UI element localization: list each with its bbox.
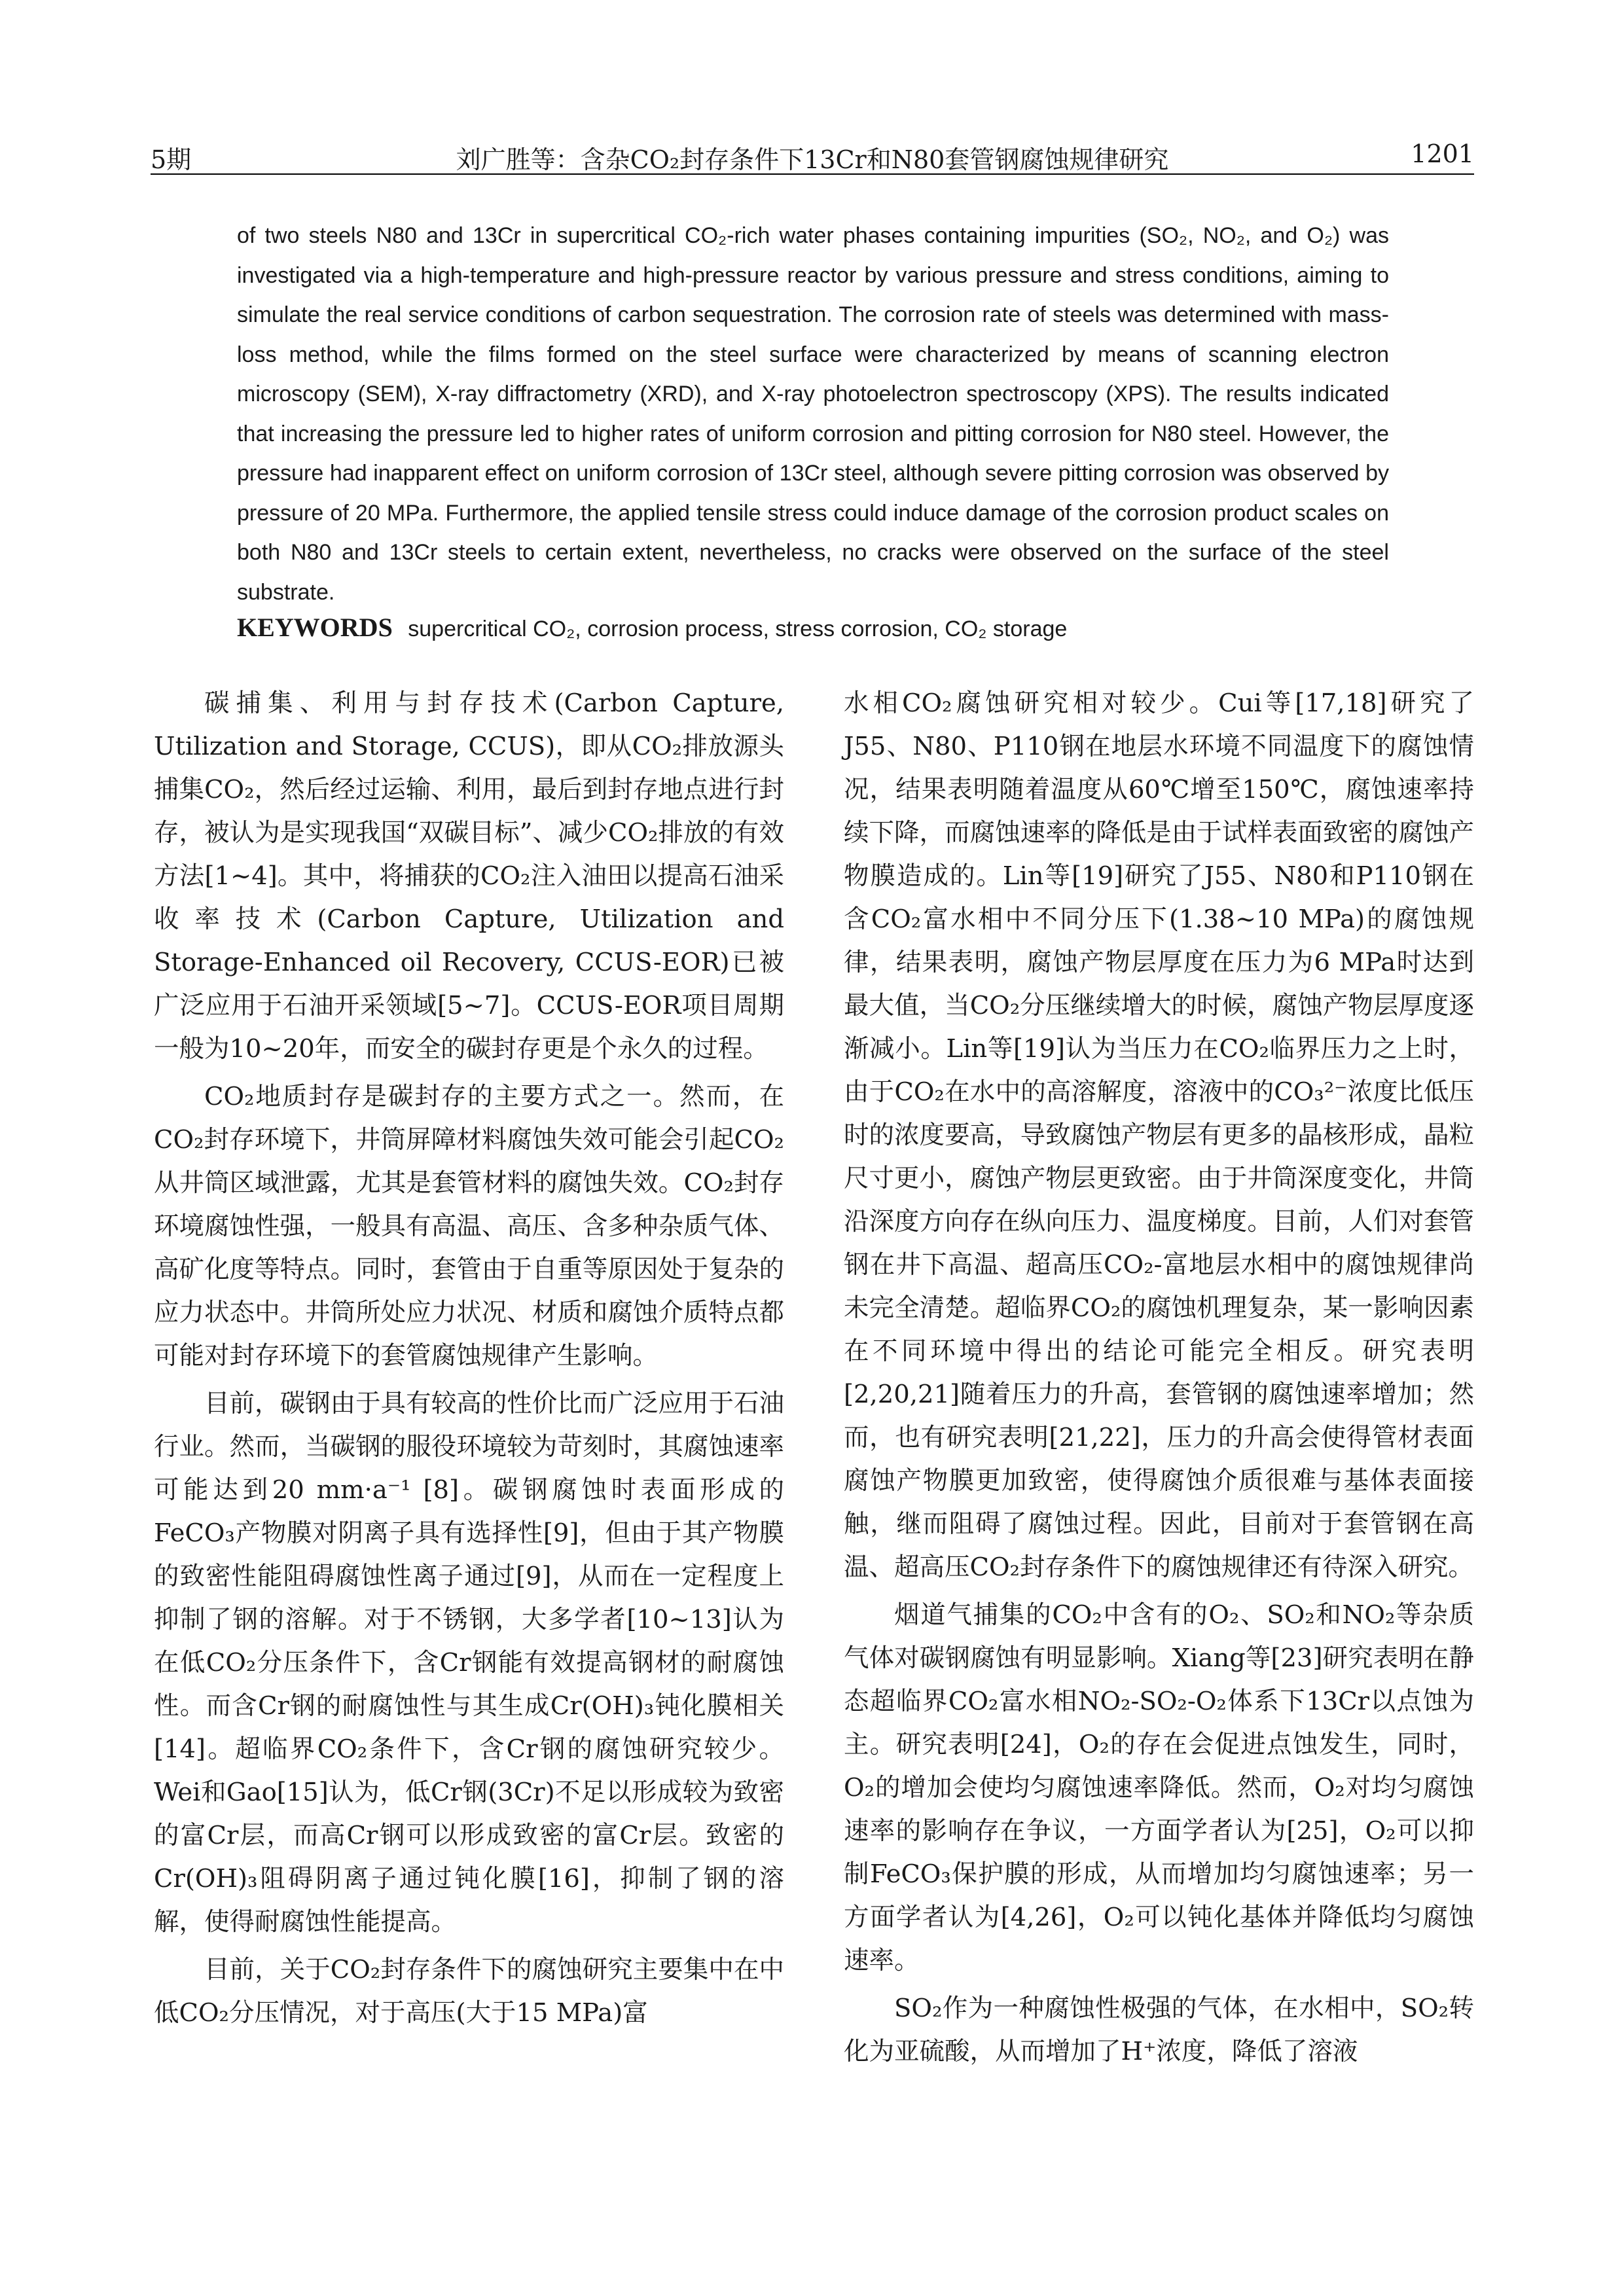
- body-column-right: [844, 682, 1474, 2078]
- paragraph: 水相CO₂腐蚀研究相对较少。Cui等[17,18]研究了J55、N80、P110钢在地层水环境不同温度下的腐蚀情况，结果表明随着温度从60℃增至150℃，腐蚀速率持续下降，而腐蚀速率的降低是由于试样表面致密的腐蚀产物膜造成的。Lin等[19]研究了J55、N80和P110钢在含CO₂富水相中不同分压下(1.38~10 MPa)的腐蚀规律，结果表明，腐蚀产物层厚度在压力为6 MPa时达到最大值，当CO₂分压继续增大的时候，腐蚀产物层厚度逐渐减小。Lin等[19]认为当压力在CO₂临界压力之上时，由于CO₂在水中的高溶解度，溶液中的CO₃²⁻浓度比低压时的浓度要高，导致腐蚀产物层有更多的晶核形成，晶粒尺寸更小，腐蚀产物层更致密。由于井筒深度变化，井筒沿深度方向存在纵向压力、温度梯度。目前，人们对套管钢在井下高温、超高压CO₂-富地层水相中的腐蚀规律尚未完全清楚。超临界CO₂的腐蚀机理复杂，某一影响因素在不同环境中得出的结论可能完全相反。研究表明[2,20,21]随着压力的升高，套管钢的腐蚀速率增加；然而，也有研究表明[21,22]，压力的升高会使得管材表面腐蚀产物膜更加致密，使得腐蚀介质很难与基体表面接触，继而阻碍了腐蚀过程。因此，目前对于套管钢在高温、超高压CO₂封存条件下的腐蚀规律还有待深入研究。: [844, 689, 1474, 1582]
- page-number: 1201: [1411, 139, 1474, 168]
- paragraph: 目前，关于CO₂封存条件下的腐蚀研究主要集中在中低CO₂分压情况，对于高压(大于15 MPa)富: [154, 1955, 784, 2028]
- paragraph: CO₂地质封存是碳封存的主要方式之一。然而，在CO₂封存环境下，井筒屏障材料腐蚀失效可能会引起CO₂从井筒区域泄露，尤其是套管材料的腐蚀失效。CO₂封存环境腐蚀性强，一般具有高温、高压、含多种杂质气体、高矿化度等特点。同时，套管由于自重等原因处于复杂的应力状态中。井筒所处应力状况、材质和腐蚀介质特点都可能对封存环境下的套管腐蚀规律产生影响。: [154, 1082, 784, 1371]
- running-header: [151, 134, 1474, 175]
- paragraph: 碳捕集、利用与封存技术(Carbon Capture, Utilization and Storage, CCUS)，即从CO₂排放源头捕集CO₂，然后经过运输、利用，最后到封存地点进行封存，被认为是实现我国“双碳目标”、减少CO₂排放的有效方法[1~4]。其中，将捕获的CO₂注入油田以提高石油采收率技术(Carbon Capture, Utilization and Storage-Enhanced oil Recovery, CCUS-EOR)已被广泛应用于石油开采领域[5~7]。CCUS-EOR项目周期一般为10~20年，而安全的碳封存更是个永久的过程。: [154, 689, 784, 1064]
- running-title: 刘广胜等：含杂CO₂封存条件下13Cr和N80套管钢腐蚀规律研究: [456, 145, 1169, 174]
- paragraph: SO₂作为一种腐蚀性极强的气体，在水相中，SO₂转化为亚硫酸，从而增加了H⁺浓度，降低了溶液: [844, 1994, 1474, 2066]
- keywords-line: [237, 612, 1389, 643]
- keywords-label: KEYWORDS: [237, 613, 393, 642]
- issue-number: 5期: [151, 145, 192, 174]
- paragraph: 烟道气捕集的CO₂中含有的O₂、SO₂和NO₂等杂质气体对碳钢腐蚀有明显影响。Xiang等[23]研究表明在静态超临界CO₂富水相NO₂-SO₂-O₂体系下13Cr以点蚀为主。研究表明[24]，O₂的存在会促进点蚀发生，同时，O₂的增加会使均匀腐蚀速率降低。然而，O₂对均匀腐蚀速率的影响存在争议，一方面学者认为[25]，O₂可以抑制FeCO₃保护膜的形成，从而增加均匀腐蚀速率；另一方面学者认为[4,26]，O₂可以钝化基体并降低均匀腐蚀速率。: [844, 1600, 1474, 1975]
- keywords-list: supercritical CO₂, corrosion process, stress corrosion, CO₂ storage: [408, 617, 1068, 641]
- body-column-left: [154, 682, 784, 2039]
- paragraph: 目前，碳钢由于具有较高的性价比而广泛应用于石油行业。然而，当碳钢的服役环境较为苛刻时，其腐蚀速率可能达到20 mm·a⁻¹ [8]。碳钢腐蚀时表面形成的FeCO₃产物膜对阴离子具有选择性[9]，但由于其产物膜的致密性能阻碍腐蚀性离子通过[9]，从而在一定程度上抑制了钢的溶解。对于不锈钢，大多学者[10~13]认为在低CO₂分压条件下，含Cr钢能有效提高钢材的耐腐蚀性。而含Cr钢的耐腐蚀性与其生成Cr(OH)₃钝化膜相关[14]。超临界CO₂条件下，含Cr钢的腐蚀研究较少。Wei和Gao[15]认为，低Cr钢(3Cr)不足以形成较为致密的富Cr层，而高Cr钢可以形成致密的富Cr层。致密的Cr(OH)₃阻碍阴离子通过钝化膜[16]，抑制了钢的溶解，使得耐腐蚀性能提高。: [154, 1389, 784, 1937]
- abstract-text: of two steels N80 and 13Cr in supercritical CO₂-rich water phases containing impurities (SO₂, NO₂, and O₂) was investigated via a high-temperature and high-pressure reactor by various pressure and stress conditions, aiming to simulate the real service conditions of carbon sequestration. The corrosion rate of steels was determined with mass-loss method, while the films formed on the steel surface were characterized by means of scanning electron microscopy (SEM), X-ray diffractometry (XRD), and X-ray photoelectron spectroscopy (XPS). The results indicated that increasing the pressure led to higher rates of uniform corrosion and pitting corrosion for N80 steel. However, the pressure had inapparent effect on uniform corrosion of 13Cr steel, although severe pitting corrosion was observed by pressure of 20 MPa. Furthermore, the applied tensile stress could induce damage of the corrosion product scales on both N80 and 13Cr steels to certain extent, nevertheless, no cracks were observed on the surface of the steel substrate.: [237, 223, 1389, 605]
